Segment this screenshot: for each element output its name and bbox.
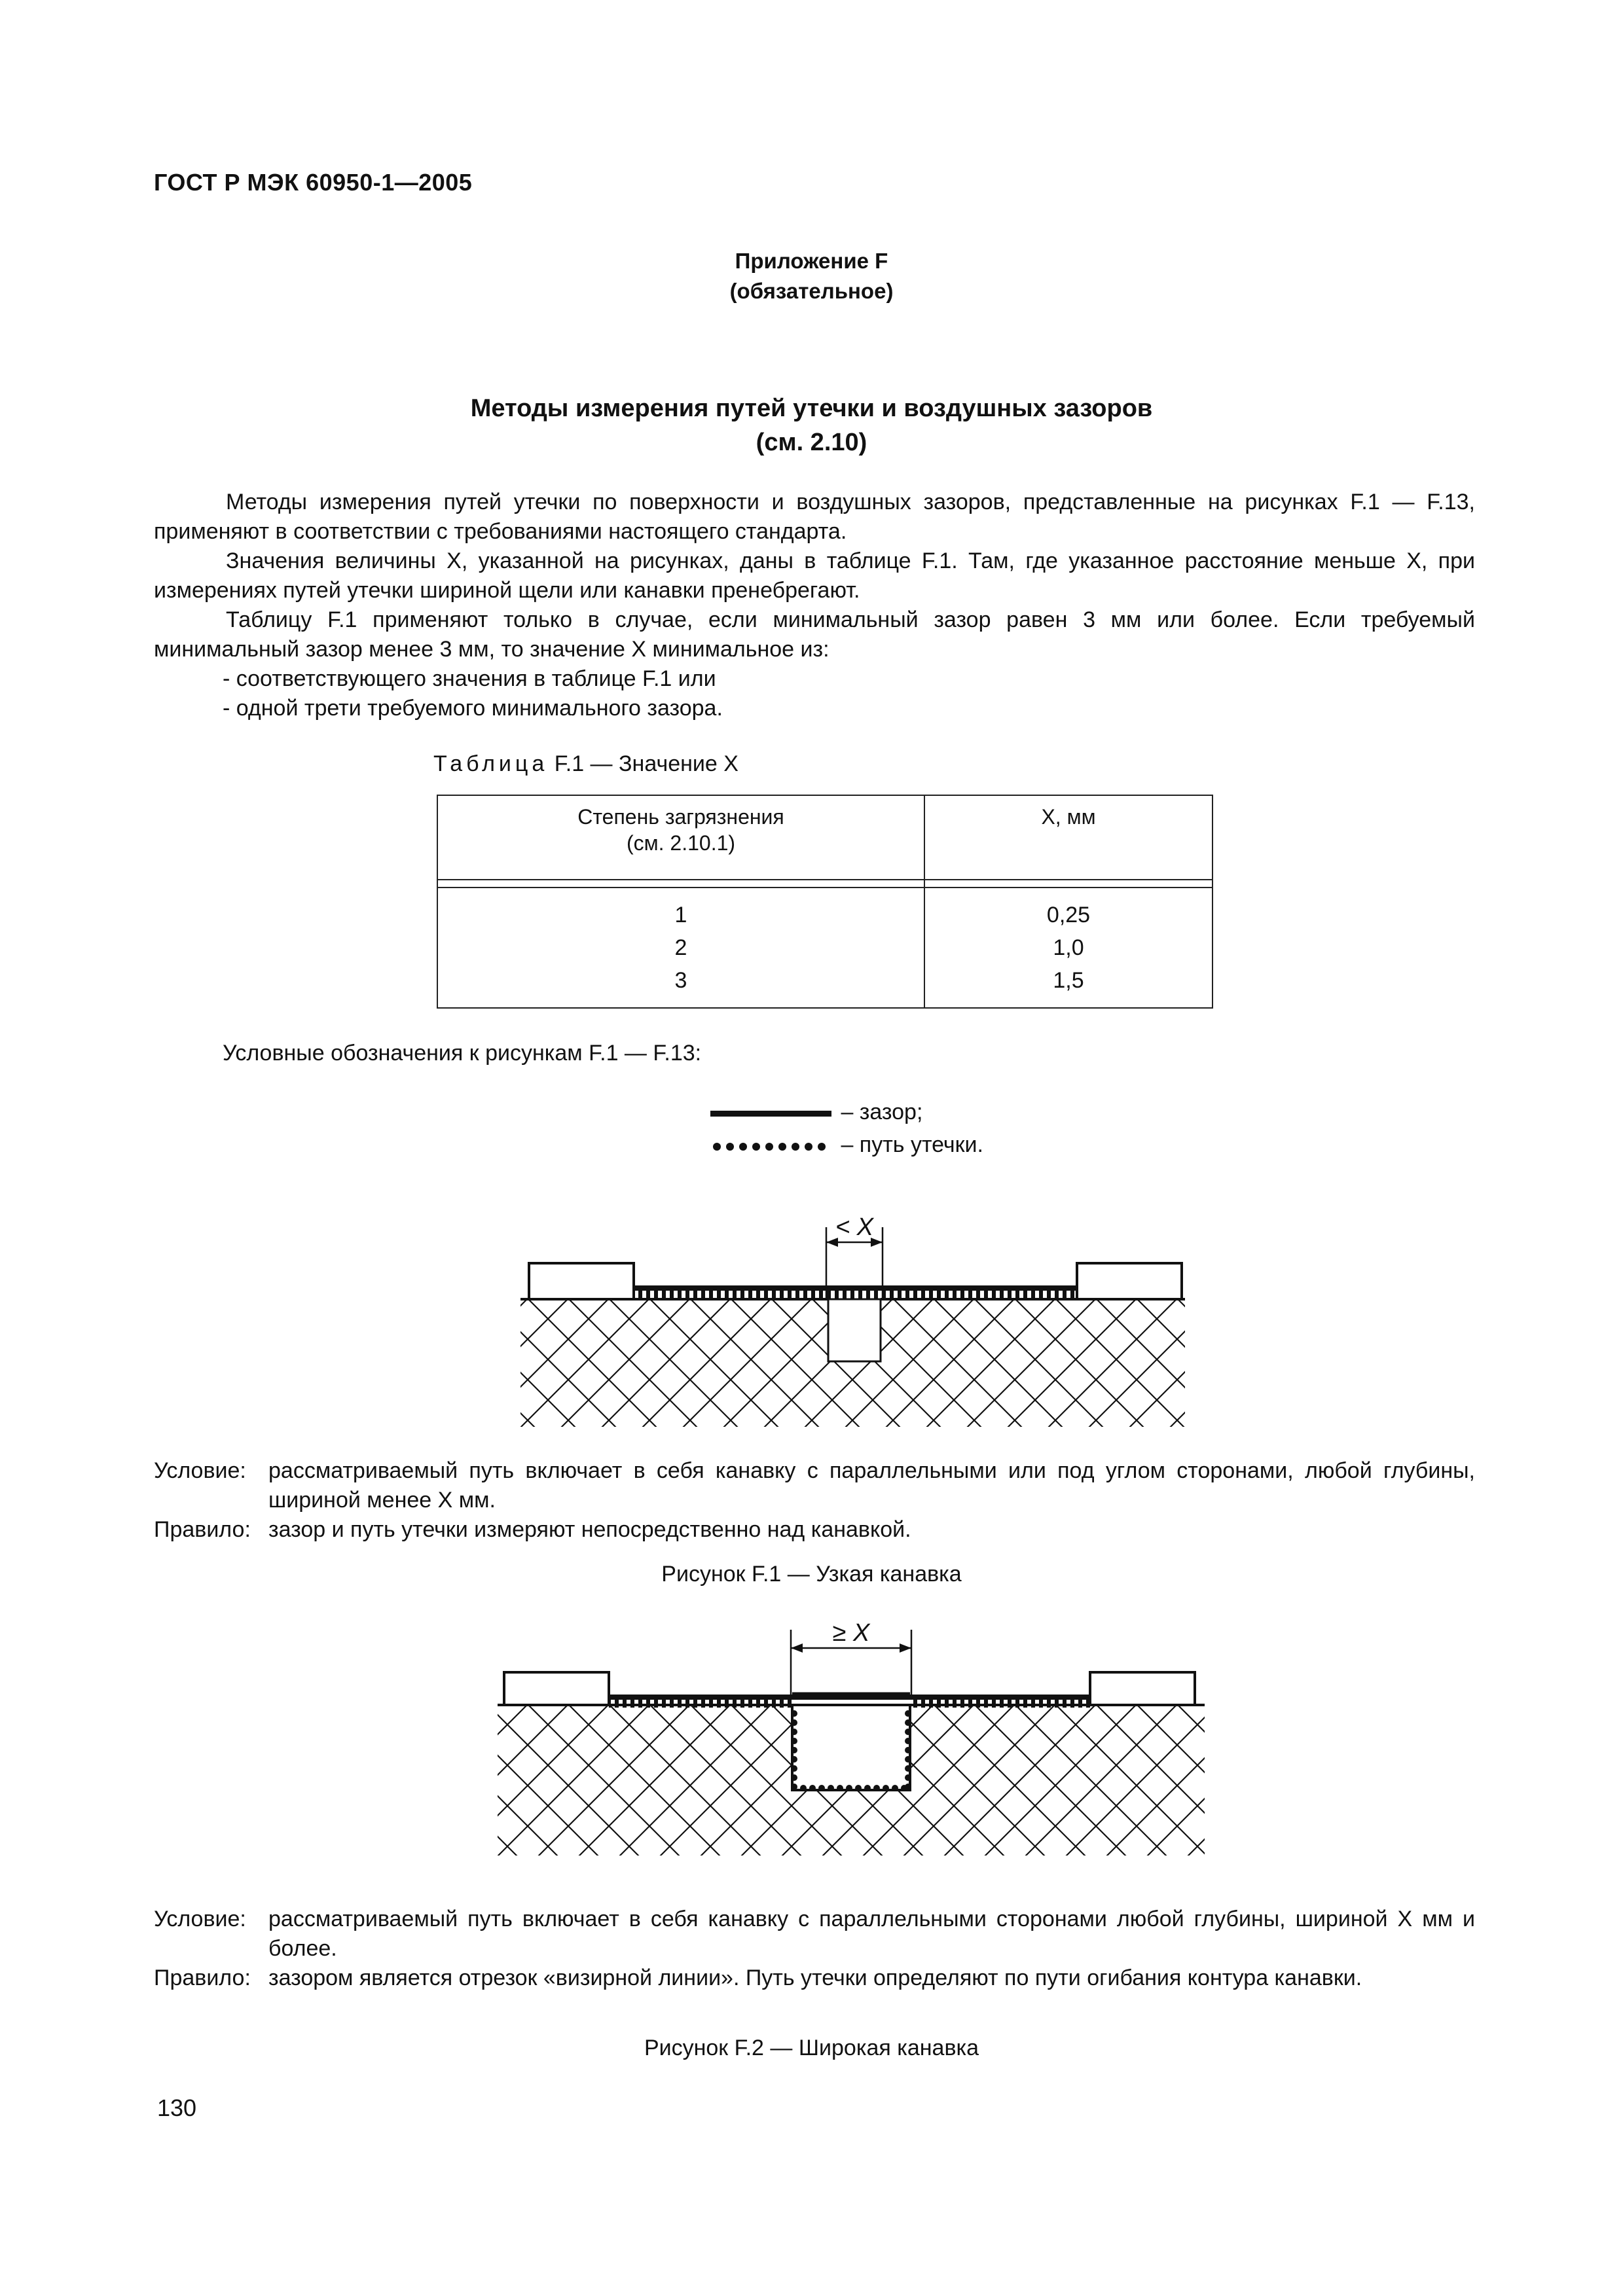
section-title: Методы измерения путей утечки и воздушных зазоров — [470, 395, 1153, 422]
legend-creepage — [710, 1132, 983, 1158]
section-reference: (см. 2.10) — [756, 429, 867, 456]
figure-f1-description — [154, 1456, 1475, 1545]
figure-f1-rule-label: Правило: — [154, 1517, 251, 1542]
table-cell: 2 — [674, 935, 687, 960]
figure-f1-caption: Рисунок F.1 — Узкая канавка — [661, 1562, 962, 1587]
page-number: 130 — [157, 2094, 197, 2121]
table-x-cell — [924, 888, 1213, 1008]
figure-f2-description — [154, 1905, 1475, 1993]
figure-f1-condition-text: рассматриваемый путь включает в себя канавку с параллельными или под углом сторонами, любой глубины, шириной менее X мм. — [268, 1458, 1475, 1513]
table-caption — [433, 751, 739, 777]
figure-f2-condition-label: Условие: — [154, 1907, 246, 1931]
document-header: ГОСТ Р МЭК 60950-1—2005 — [154, 169, 473, 196]
figure-f1-condition-label: Условие: — [154, 1458, 246, 1483]
table-caption-prefix: Таблица — [433, 751, 549, 776]
legend-intro: Условные обозначения к рисункам F.1 — F.13: — [223, 1041, 702, 1066]
table-cell: 1 — [674, 903, 687, 927]
annex-status: (обязательное) — [729, 279, 894, 303]
figure-f1-dimension-label: < X — [835, 1213, 874, 1241]
intro-paragraph-2: Значения величины X, указанной на рисунках, даны в таблице F.1. Там, где указанное расстояние меньше X, при измерениях путей утечки шириной щели или канавки пренебрегают. — [154, 548, 1475, 603]
figure-f2-dimension-label: ≥ X — [832, 1619, 870, 1647]
table-header-x: X, мм — [924, 795, 1213, 880]
annex-heading — [0, 246, 1623, 306]
table-header-row — [437, 795, 1213, 880]
intro-list-item-2: - одной трети требуемого минимального зазора. — [223, 696, 723, 721]
table-degree-cell — [437, 888, 924, 1008]
figure-f2-wide-groove — [0, 1604, 1623, 1865]
legend-creepage-label: – путь утечки. — [841, 1132, 983, 1157]
table-header-separator — [437, 880, 1213, 888]
intro-list-item-1: - соответствующего значения в таблице F.1 или — [223, 666, 716, 691]
table-cell: 3 — [674, 968, 687, 993]
clearance-line-symbol — [710, 1103, 835, 1123]
legend-clearance — [710, 1100, 922, 1125]
x-values-table — [437, 795, 1213, 1009]
creepage-dots-symbol — [710, 1136, 835, 1156]
figure-f1-narrow-groove — [0, 1178, 1623, 1427]
intro-paragraph-3: Таблицу F.1 применяют только в случае, если минимальный зазор равен 3 мм или более. Если требуемый минимальный зазор менее 3 мм, то значение X минимальное из: — [154, 607, 1475, 662]
table-cell: 1,0 — [1053, 935, 1084, 960]
figure-f1-rule-text: зазор и путь утечки измеряют непосредственно над канавкой. — [268, 1517, 911, 1542]
table-cell: 0,25 — [1046, 903, 1091, 927]
intro-text — [154, 488, 1475, 723]
intro-paragraph-1: Методы измерения путей утечки по поверхности и воздушных зазоров, представленные на рисунках F.1 — F.13, применяют в соответствии с требованиями настоящего стандарта. — [154, 490, 1475, 544]
annex-title: Приложение F — [735, 249, 888, 273]
legend-clearance-label: – зазор; — [841, 1100, 923, 1124]
table-caption-title: F.1 — Значение X — [548, 751, 739, 776]
table-header-degree: Степень загрязнения (см. 2.10.1) — [437, 795, 924, 880]
figure-f2-rule-text: зазором является отрезок «визирной линии». Путь утечки определяют по пути огибания контура канавки. — [268, 1965, 1362, 1990]
table-cell: 1,5 — [1053, 968, 1084, 993]
table-body-row — [437, 888, 1213, 1008]
figure-f2-caption: Рисунок F.2 — Широкая канавка — [644, 2036, 979, 2060]
figure-f2-rule-label: Правило: — [154, 1965, 251, 1990]
section-heading — [0, 391, 1623, 459]
figure-f2-condition-text: рассматриваемый путь включает в себя канавку с параллельными сторонами любой глубины, шириной X мм и более. — [268, 1907, 1475, 1961]
